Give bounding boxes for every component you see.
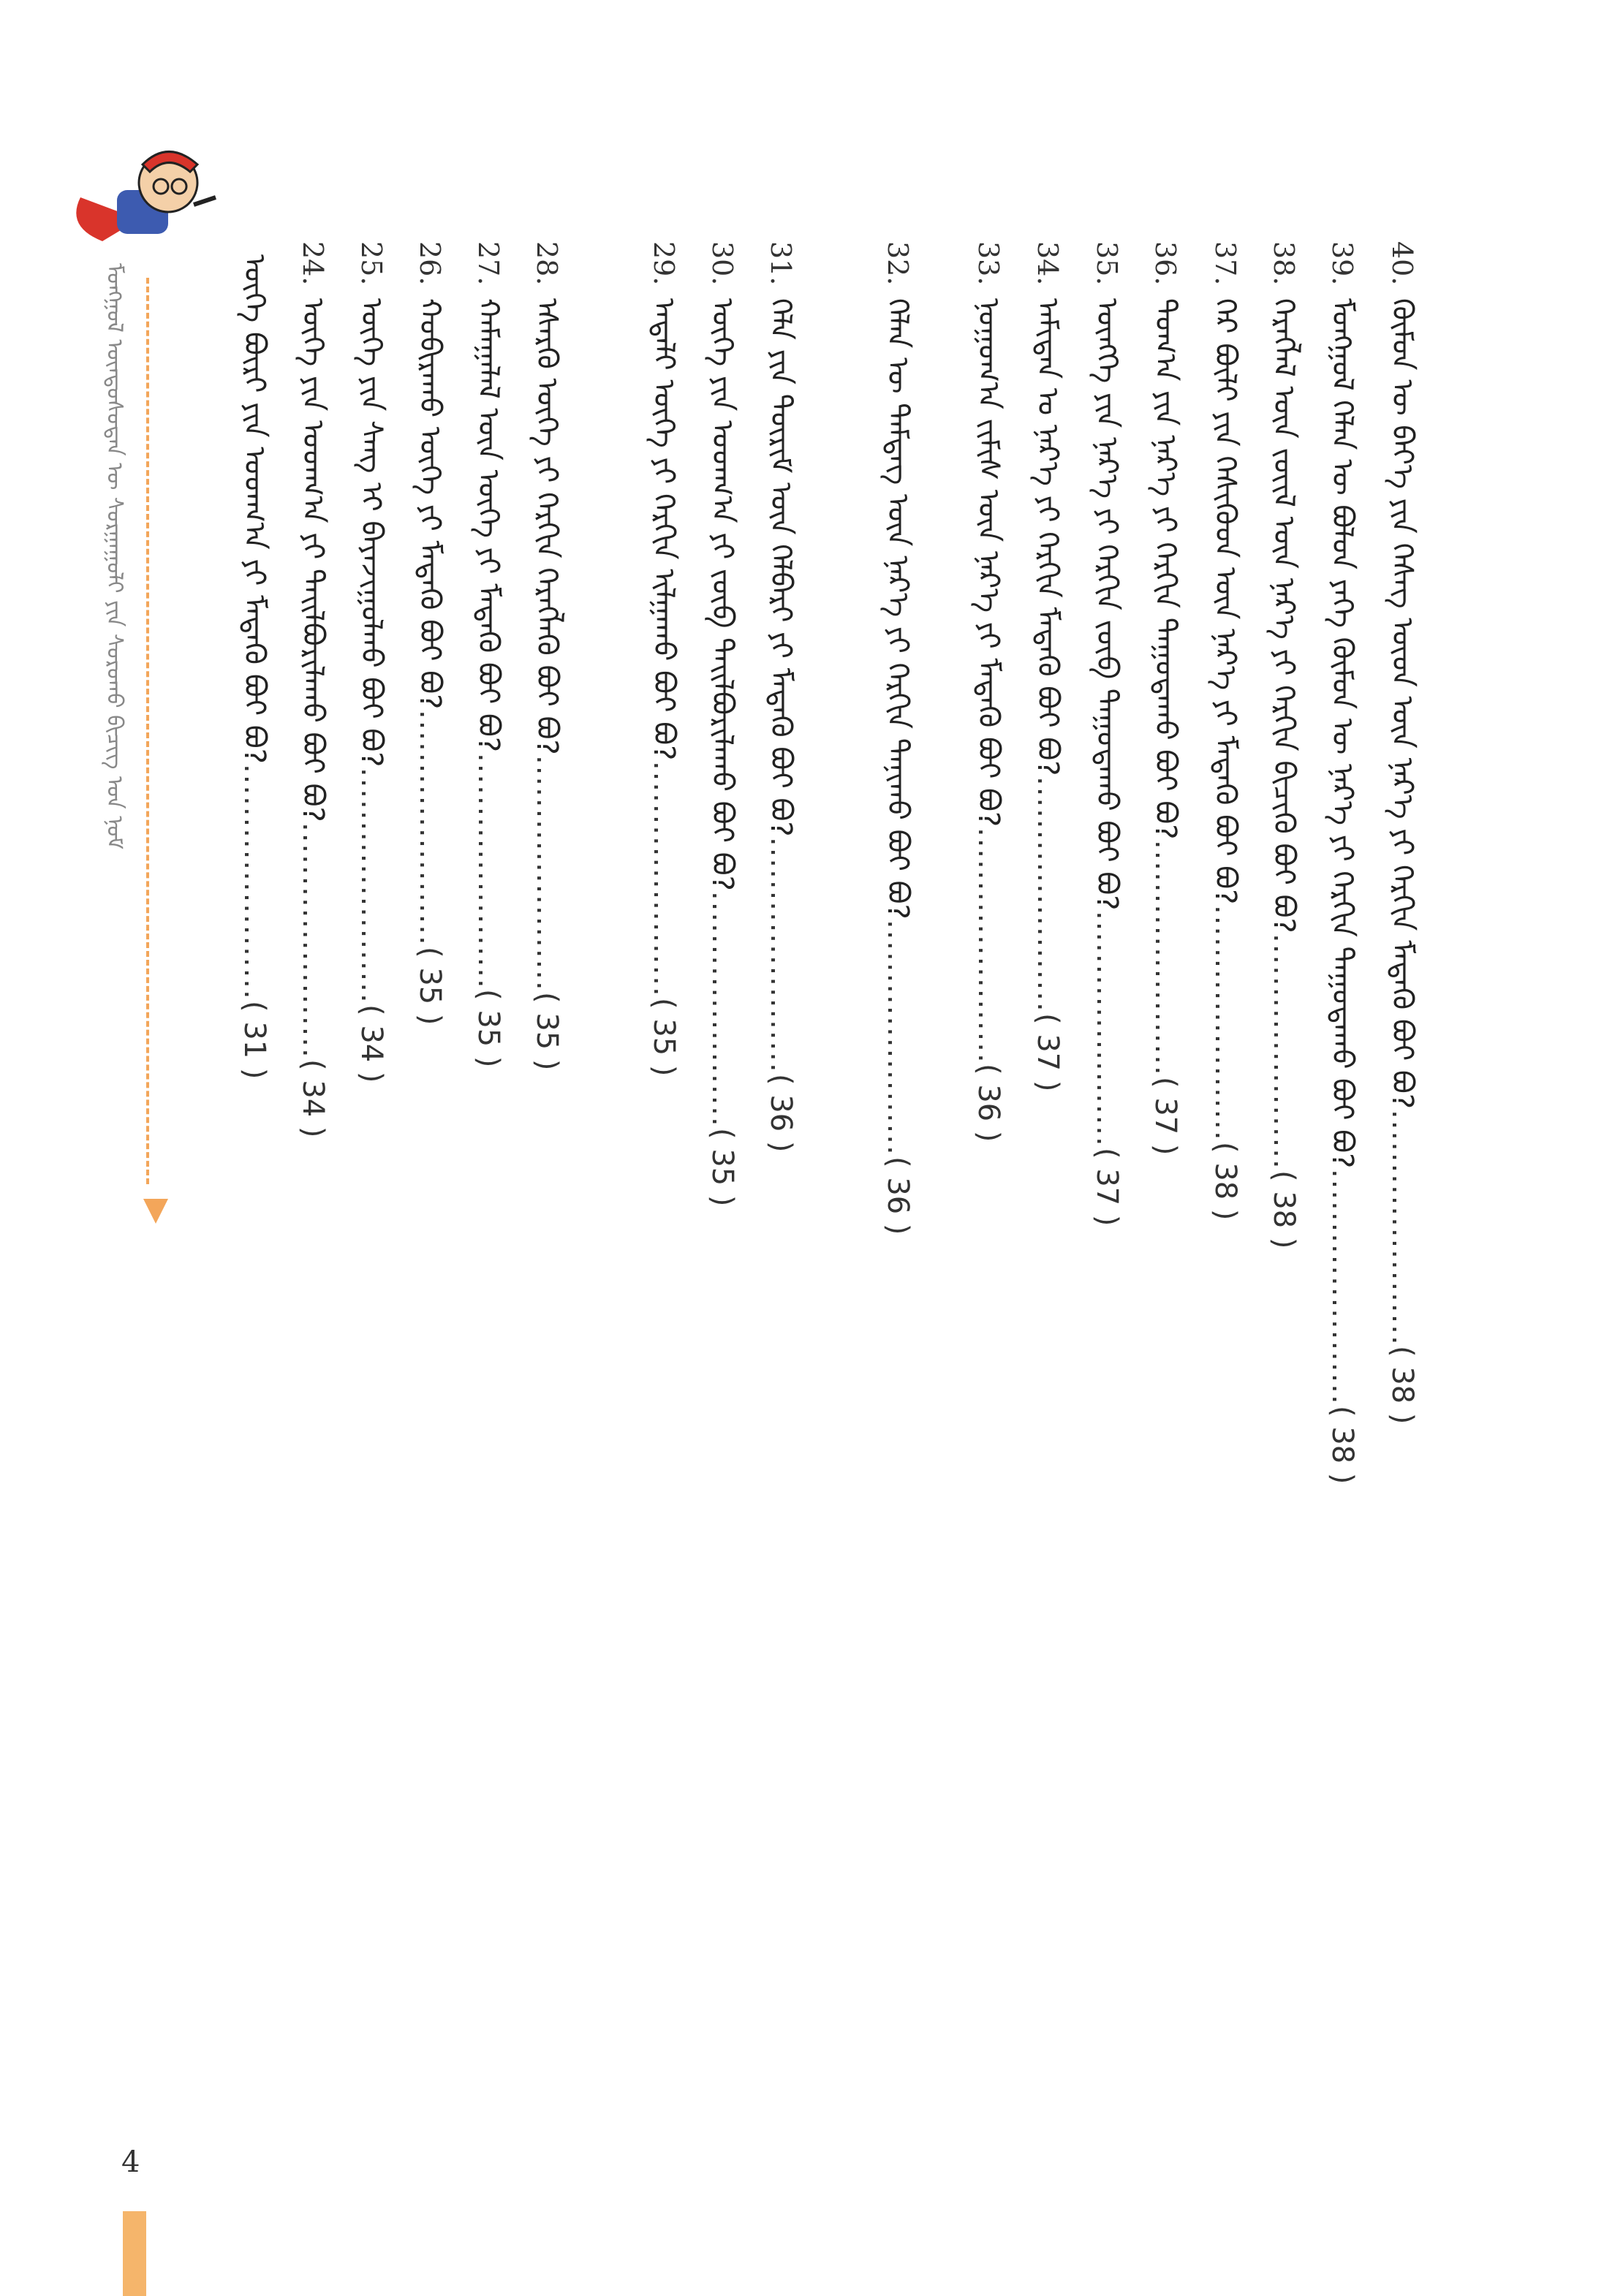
toc-entry-title: ᠠᠳᠠᠯᠢ ᠦᠭᠡ ᠶᠢ ᠬᠡᠷᠬᠢᠨ ᠢᠯᠭᠠᠬᠤ ᠪᠤᠢ ᠪᠤ? [647,298,681,761]
toc-entry[interactable] [877,241,918,1235]
toc-entry-title: ᠦᠭᠡ ᠪᠦᠷᠢ ᠶᠢᠨ ᠤᠳᠬ᠎ᠠ ᠶᠢ ᠮᠡᠳᠡᠬᠦ ᠪᠤᠢ ᠪᠤ? [238,254,271,765]
toc-leader-dots: ...................... [972,827,1005,1064]
toc-leader-dots: ...................... [1031,776,1064,1013]
toc-entry-page: ( 36 ) [764,1073,798,1153]
toc-entry-number: 27. [472,241,504,286]
toc-entry-title: ᠬᠠᠮᠠᠭᠠᠯᠠᠯ ᠦᠨ ᠦᠭᠡ ᠶᠢ ᠮᠡᠳᠡᠬᠦ ᠪᠤᠢ ᠪᠤ? [472,298,505,753]
toc-leader-dots: ...................... [472,752,505,990]
toc-entry-number: 38. [1268,241,1300,286]
triangle-marker-icon [143,1199,168,1224]
toc-entry-page: ( 36 ) [972,1064,1005,1143]
toc-entry-page: ( 35 ) [647,997,681,1077]
toc-leader-dots: ...................... [881,920,915,1156]
toc-leader-dots: ...................... [530,755,564,992]
toc-entry-number: 32. [882,241,914,286]
toc-entry[interactable] [468,241,509,1068]
toc-entry[interactable] [760,241,801,1152]
toc-entry[interactable] [526,241,567,1070]
toc-entry-page: ( 35 ) [530,991,564,1071]
toc-entry-page: ( 34 ) [296,1058,330,1138]
toc-entry-title: ᠦᠭᠡ ᠶᠢᠨ ᠤᠳᠬ᠎ᠠ ᠶᠢ ᠵᠥᠪ ᠲᠠᠢᠯᠪᠤᠷᠢᠯᠠᠬᠤ ᠪᠤᠢ ᠪᠤ? [705,298,739,892]
toc-entry-title: ᠲᠣᠭ᠎ᠠ ᠶᠢᠨ ᠨᠡᠷ᠎ᠡ ᠶᠢ ᠬᠡᠷᠬᠢᠨ ᠳᠠᠭᠤᠳᠠᠬᠤ ᠪᠤᠢ ᠪᠤ? [1149,298,1182,840]
toc-entry-number: 34. [1032,241,1064,286]
running-head: ᠮᠣᠩᠭᠣᠯ ᠦᠨᠳᠦᠰᠦᠲᠡᠨ ᠦ ᠰᠤᠷᠭᠠᠭᠤᠯᠢ ᠶᠢᠨ ᠰᠤᠷᠤᠬᠤ ᠪᠢᠴᠢᠭ ᠤᠨ ᠨᠣᠮ [102,263,127,849]
toc-entry[interactable] [968,241,1009,1143]
toc-entry-page: ( 35 ) [413,946,447,1026]
toc-entry-title: ᠬᠡᠷᠡᠭᠯᠡᠯ ᠦᠨ ᠵᠦᠢᠯ ᠦᠨ ᠨᠡᠷ᠎ᠡ ᠶᠢ ᠬᠡᠷᠬᠢᠨ ᠪᠢᠴᠢᠬᠦ ᠪᠤᠢ ᠪᠤ? [1267,298,1301,934]
toc-entry[interactable] [702,241,743,1207]
toc-entry[interactable] [1263,241,1304,1249]
toc-leader-dots: ...................... [647,760,681,998]
toc-entry-number: 37. [1209,241,1241,286]
toc-entry[interactable] [1205,241,1246,1220]
toc-entry[interactable] [1322,241,1363,1484]
toc-entry-page: ( 35 ) [705,1128,739,1207]
toc-entry-title: ᠨᠣᠭᠤᠭ᠎ᠠ ᠵᠢᠮᠢᠰ ᠦᠨ ᠨᠡᠷ᠎ᠡ ᠶᠢ ᠮᠡᠳᠡᠬᠦ ᠪᠤᠢ ᠪᠤ? [972,298,1005,827]
toc-entry-page: ( 37 ) [1090,1147,1124,1227]
toc-entry-title: ᠭᠡᠷ ᠪᠦᠯᠢ ᠶᠢᠨ ᠭᠡᠰᠢᠭᠦᠳ ᠦᠨ ᠨᠡᠷ᠎ᠡ ᠶᠢ ᠮᠡᠳᠡᠬᠦ ᠪᠤᠢ ᠪᠤ? [1208,298,1242,905]
toc-entry[interactable] [409,241,450,1025]
toc-entry[interactable] [234,241,275,1079]
toc-entry-title: ᠦᠭᠡ ᠶᠢᠨ ᠰᠠᠩ ᠢ ᠪᠠᠶᠠᠵᠢᠭᠤᠯᠬᠤ ᠪᠤᠢ ᠪᠤ? [355,298,388,768]
toc-entry[interactable] [643,241,684,1076]
toc-entry-number: 31. [765,241,797,286]
toc-leader-dots: ...................... [1090,910,1124,1148]
toc-entry-page: ( 35 ) [472,989,505,1068]
toc-entry-page: ( 38 ) [1208,1141,1242,1221]
toc-entry-page: ( 31 ) [238,1000,271,1080]
toc-leader-dots: ...................... [355,767,388,1004]
toc-entry-number: 25. [355,241,387,286]
toc-entry-number: 24. [297,241,329,286]
toc-entry-title: ᠬᠤᠪᠢᠷᠠᠬᠤ ᠦᠭᠡ ᠶᠢ ᠮᠡᠳᠡᠬᠦ ᠪᠤᠢ ᠪᠤ? [413,298,447,710]
toc-leader-dots: ...................... [1208,904,1242,1142]
orange-tab [123,2211,146,2296]
toc-leader-dots: ...................... [296,822,330,1059]
toc-leader-dots: ...................... [413,709,447,947]
toc-entry-page: ( 38 ) [1325,1405,1359,1485]
toc-leader-dots: ...................... [1385,1109,1419,1346]
toc-leader-dots: ...................... [764,837,798,1074]
toc-entry-title: ᠦᠭᠡ ᠶᠢᠨ ᠤᠳᠬ᠎ᠠ ᠶᠢ ᠲᠠᠢᠯᠪᠤᠷᠢᠯᠠᠬᠤ ᠪᠤᠢ ᠪᠤ? [296,298,330,823]
toc-entry-title: ᠥᠩᠭᠡ ᠶᠢᠨ ᠨᠡᠷ᠎ᠡ ᠶᠢ ᠬᠡᠷᠬᠢᠨ ᠵᠥᠪ ᠳᠠᠭᠤᠳᠠᠬᠤ ᠪᠤᠢ ᠪᠤ? [1090,298,1124,911]
toc-entry-page: ( 38 ) [1385,1346,1419,1425]
toc-entry[interactable] [1027,241,1068,1091]
toc-entry-page: ( 37 ) [1031,1012,1064,1092]
toc-leader-dots: ...................... [1267,933,1301,1170]
mascot-illustration [58,132,219,263]
toc-entry[interactable] [1382,241,1423,1425]
toc-entry-title: ᠬᠡᠯᠡ ᠶᠢᠨ ᠳᠦᠷᠢᠮ ᠦᠨ ᠬᠡᠯᠪᠡᠷᠢ ᠶᠢ ᠮᠡᠳᠡᠬᠦ ᠪᠤᠢ ᠪᠤ? [764,298,798,838]
toc-leader-dots: ...................... [1149,839,1182,1077]
toc-entry[interactable] [1086,241,1127,1226]
toc-entry[interactable] [292,241,333,1137]
toc-leader-dots: ...................... [1325,1168,1359,1406]
dashed-divider [146,278,149,1184]
toc-entry-number: 28. [531,241,563,286]
toc-entry-title: ᠬᠡᠯᠡᠨ ᠦ ᠲᠡᠮᠳᠡᠭ ᠦᠨ ᠨᠡᠷ᠎ᠡ ᠶᠢ ᠬᠡᠷᠬᠢᠨ ᠲᠠᠨᠢᠬᠤ ᠪᠤᠢ ᠪᠤ? [881,298,915,920]
toc-entry-title: ᠡᠰᠡᠷᠭᠦ ᠦᠭᠡ ᠶᠢ ᠬᠡᠷᠬᠢᠨ ᠬᠡᠷᠡᠭᠯᠡᠬᠦ ᠪᠤᠢ ᠪᠤ? [530,298,564,756]
toc-entry-page: ( 36 ) [881,1156,915,1235]
toc-entry-title: ᠬᠦᠮᠦᠨ ᠦ ᠪᠡᠶ᠎ᠡ ᠶᠢᠨ ᠬᠡᠰᠡᠭ ᠦᠳ ᠦᠨ ᠨᠡᠷ᠎ᠡ ᠶᠢ ᠬᠡᠷᠬᠢᠨ ᠮᠡᠳᠡᠬᠦ ᠪᠤᠢ ᠪᠤ? [1385,298,1419,1110]
toc-entry-number: 30. [706,241,738,286]
toc-entry-number: 36. [1149,241,1181,286]
toc-entry-number: 33. [972,241,1005,286]
toc-leader-dots: ...................... [705,891,739,1129]
toc-entry-number: 40. [1386,241,1418,286]
toc-entry-page: ( 34 ) [355,1004,388,1083]
toc-leader-dots: ...................... [238,764,271,1001]
page-number: 4 [121,2145,140,2179]
toc-entry-number: 29. [648,241,680,286]
toc-entry-page: ( 38 ) [1267,1170,1301,1249]
toc-entry[interactable] [1145,241,1186,1155]
toc-entry[interactable] [351,241,392,1083]
toc-entry-number: 26. [414,241,446,286]
toc-entry-title: ᠮᠣᠩᠭᠣᠯ ᠬᠡᠯᠡᠨ ᠦ ᠪᠣᠯᠤᠨ ᠶᠡᠬᠡ ᠬᠦᠮᠦᠨ ᠦ ᠨᠡᠷ᠎ᠡ ᠶᠢ ᠬᠡᠷᠬᠢᠨ ᠳᠠᠭᠤᠳᠠᠬᠤ ᠪᠤᠢ ᠪᠤ? [1325,298,1359,1169]
toc-entry-title: ᠠᠮᠢᠲᠠᠨ ᠤ ᠨᠡᠷ᠎ᠡ ᠶᠢ ᠬᠡᠷᠬᠢᠨ ᠮᠡᠳᠡᠬᠦ ᠪᠤᠢ ᠪᠤ? [1031,298,1064,776]
toc-entry-page: ( 37 ) [1149,1076,1182,1156]
toc-entry-number: 35. [1091,241,1123,286]
toc-entry-number: 39. [1326,241,1358,286]
